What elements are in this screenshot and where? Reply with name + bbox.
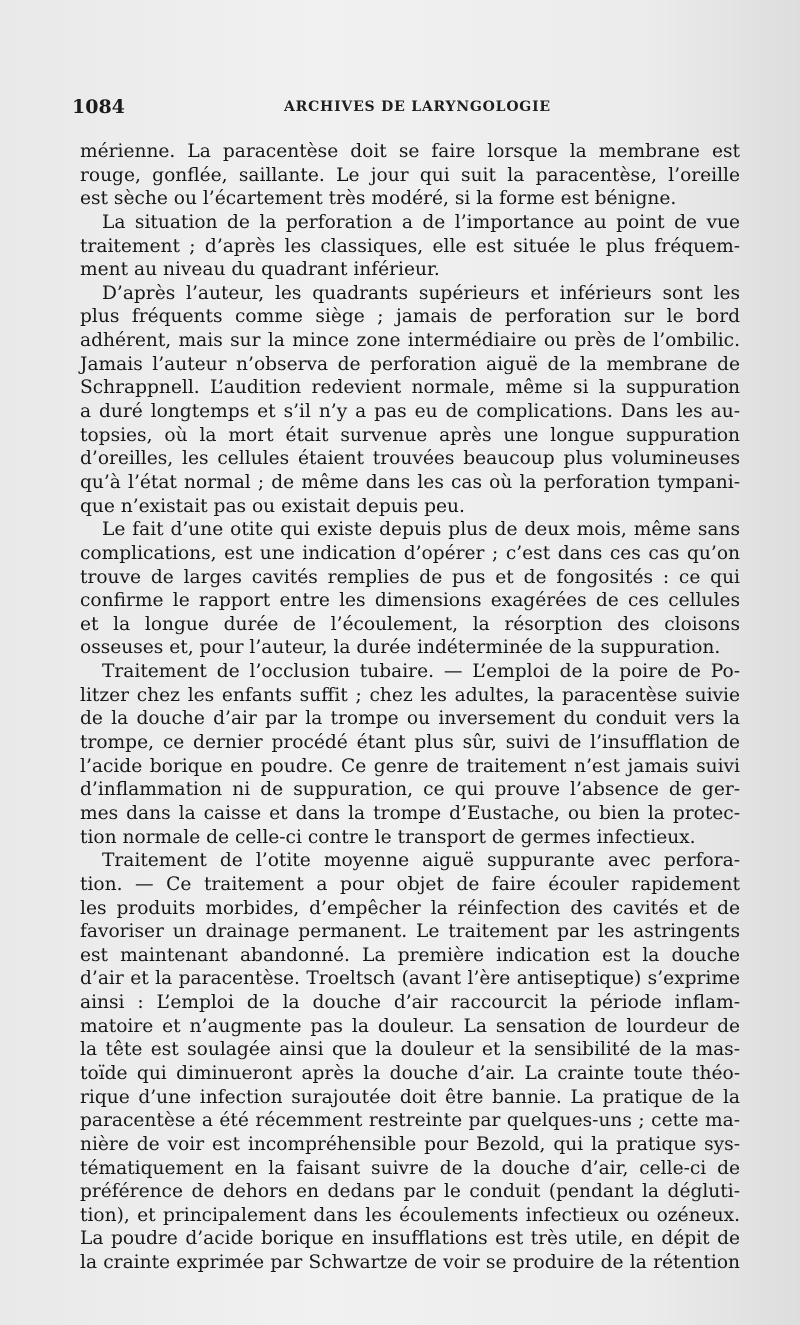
text-line: est sèche ou l’écartement très modéré, si la forme est bénigne. (80, 188, 677, 210)
text-line: topsies, où la mort était survenue après une longue suppuration (80, 424, 740, 446)
text-line: d’inflammation ni de suppuration, ce qui prouve l’absence de ger- (80, 779, 740, 801)
text-line: ainsi : L’emploi de la douche d’air raccourcit la période inflam- (80, 992, 740, 1014)
text-line: matoire et n’augmente pas la douleur. La sensation de lourdeur de (80, 1015, 740, 1037)
text-line: osseuses et, pour l’auteur, la durée indéterminée de la suppuration. (80, 637, 721, 659)
text-line: favoriser un drainage permanent. Le traitement par les astringents (80, 921, 740, 943)
text-line: rouge, gonflée, saillante. Le jour qui suit la paracentèse, l’oreille (80, 164, 740, 186)
text-line: paracentèse a été récemment restreinte par quelques-uns ; cette ma- (80, 1110, 740, 1132)
journal-title: ARCHIVES DE LARYNGOLOGIE (284, 99, 551, 115)
text-line: confirme le rapport entre les dimensions exagérées de ces cellules (80, 590, 740, 612)
text-line: et la longue durée de l’écoulement, la résorption des cloisons (80, 613, 740, 635)
text-line: plus fréquents comme siège ; jamais de perforation sur le bord (80, 306, 740, 328)
text-line: trompe, ce dernier procédé étant plus sûr, suivi de l’insufflation de (80, 732, 740, 754)
page-number: 1084 (72, 96, 125, 118)
text-line: rique d’une infection surajoutée doit être bannie. La pratique de la (80, 1086, 740, 1108)
text-line: tématiquement en la faisant suivre de la douche d’air, celle-ci de (80, 1157, 740, 1179)
text-line: qu’à l’état normal ; de même dans les cas où la perforation tympani- (80, 471, 740, 493)
text-line: nière de voir est incompréhensible pour Bezold, qui la pratique sys- (80, 1133, 740, 1155)
text-line: les produits morbides, d’empêcher la réinfection des cavités et de (80, 897, 740, 919)
text-line: complications, est une indication d’opérer ; c’est dans ces cas qu’on (80, 542, 740, 564)
text-line: de la douche d’air par la trompe ou inversement du conduit vers la (80, 708, 740, 730)
body-text (80, 140, 740, 1275)
text-line: litzer chez les enfants suffit ; chez les adultes, la paracentèse suivie (80, 684, 740, 706)
text-line: ment au niveau du quadrant inférieur. (80, 259, 440, 281)
text-line: adhérent, mais sur la mince zone intermédiaire ou près de l’ombilic. (80, 330, 740, 352)
text-line: d’oreilles, les cellules étaient trouvées beaucoup plus volumineuses (80, 448, 740, 470)
text-line: trouve de larges cavités remplies de pus et de fongosités : ce qui (80, 566, 740, 588)
text-line: tion normale de celle-ci contre le transport de germes infectieux. (80, 826, 696, 848)
text-line: préférence de dehors en dedans par le conduit (pendant la dégluti- (80, 1181, 740, 1203)
text-line: la crainte exprimée par Schwartze de voir se produire de la rétention (80, 1252, 740, 1274)
text-line: que n’existait pas ou existait depuis peu. (80, 495, 465, 517)
text-line: mérienne. La paracentèse doit se faire lorsque la membrane est (80, 141, 740, 162)
text-line: l’acide borique en poudre. Ce genre de traitement n’est jamais suivi (80, 755, 740, 777)
text-line: traitement ; d’après les classiques, elle est située le plus fréquem- (80, 235, 740, 257)
text-line: Le fait d’une otite qui existe depuis plus de deux mois, même sans (102, 519, 740, 541)
text-line: tion), et principalement dans les écoulements infectieux ou ozéneux. (80, 1204, 740, 1226)
running-head (72, 96, 712, 118)
text-line: La poudre d’acide borique en insufflations est très utile, en dépit de (80, 1228, 740, 1250)
text-line: d’air et la paracentèse. Troeltsch (avant l’ère antiseptique) s’exprime (80, 968, 740, 990)
text-line: La situation de la perforation a de l’importance au point de vue (102, 211, 740, 233)
text-line: Jamais l’auteur n’observa de perforation aiguë de la membrane de (80, 353, 740, 375)
text-line: Schrappnell. L’audition redevient normale, même si la suppuration (80, 377, 740, 399)
text-line: D’après l’auteur, les quadrants supérieurs et inférieurs sont les (102, 282, 740, 304)
text-line: la tête est soulagée ainsi que la douleur et la sensibilité de la mas- (80, 1039, 740, 1061)
text-line: Traitement de l’otite moyenne aiguë suppurante avec perfora- (102, 850, 740, 872)
text-line: tion. — Ce traitement a pour objet de faire écouler rapidement (80, 873, 740, 895)
text-line: mes dans la caisse et dans la trompe d’Eustache, ou bien la protec- (80, 802, 740, 824)
text-line: toïde qui diminueront après la douche d’air. La crainte toute théo- (80, 1062, 740, 1084)
text-line: a duré longtemps et s’il n’y a pas eu de complications. Dans les au- (80, 401, 740, 423)
text-line: Traitement de l’occlusion tubaire. — L’emploi de la poire de Po- (102, 661, 740, 683)
text-line: est maintenant abandonné. La première indication est la douche (80, 944, 740, 966)
